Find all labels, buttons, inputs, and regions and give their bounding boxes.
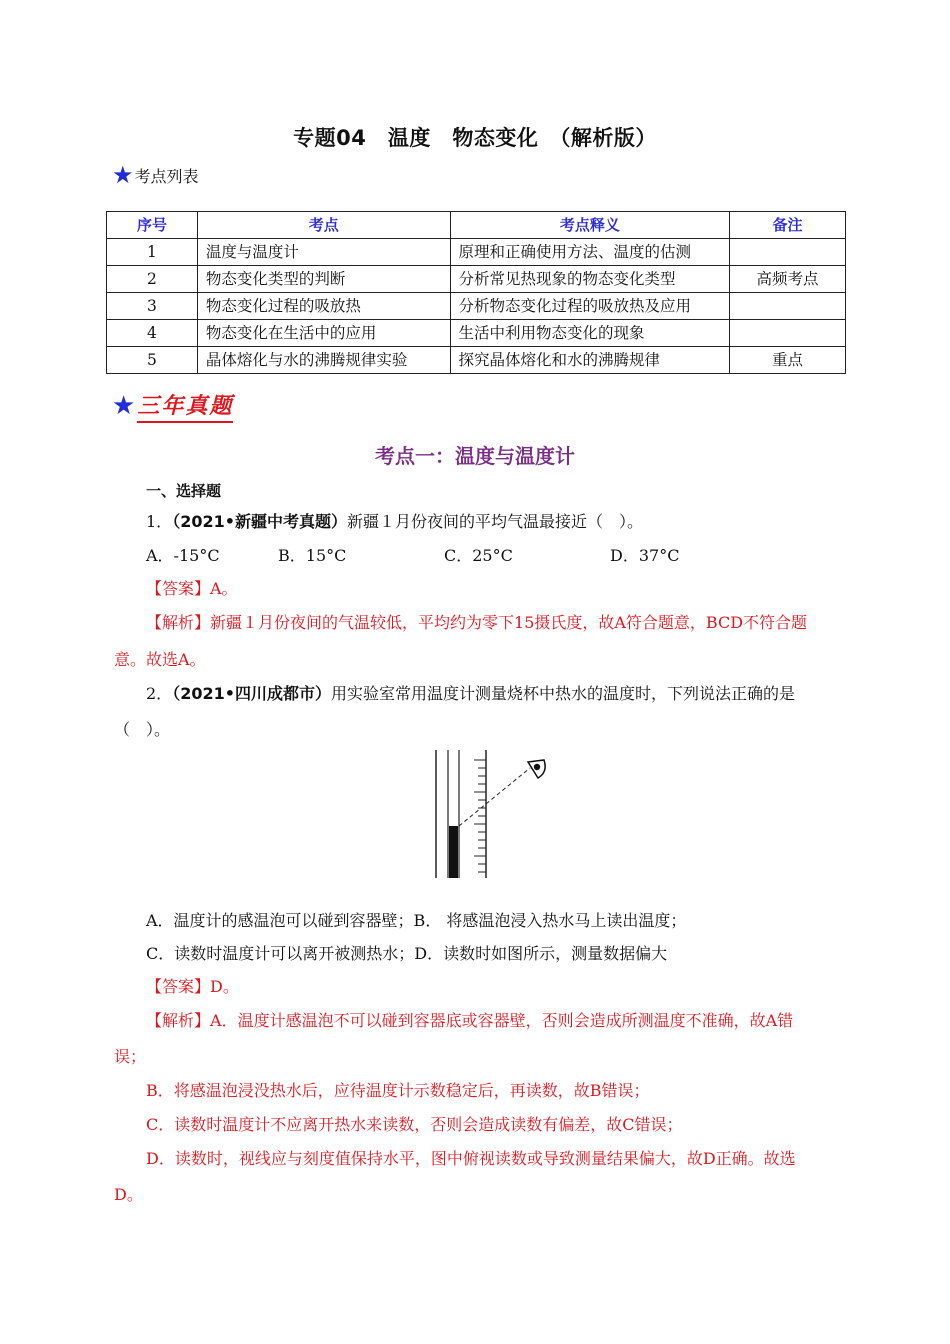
subsection-title: 一、选择题: [146, 482, 222, 500]
cell-desc: 原理和正确使用方法、温度的估测: [450, 239, 730, 266]
thermometer-liquid-column: [449, 826, 458, 878]
cell-name: 物态变化类型的判断: [197, 266, 450, 293]
thermometer-figure: [428, 748, 554, 880]
header-no: 序号: [107, 212, 198, 239]
cell-note: [730, 320, 846, 347]
three-year-heading: [112, 389, 233, 423]
q2-options-ab: A．温度计的感温泡可以碰到容器壁；B． 将感温泡浸入热水马上读出温度；: [146, 911, 687, 930]
q1-option-b: B．15°C: [278, 546, 347, 565]
table-row: [107, 293, 846, 320]
q1-analysis-line2: 意。故选A。: [114, 650, 206, 669]
cell-desc: 探究晶体熔化和水的沸腾规律: [450, 347, 730, 374]
page-title: 专题04 温度 物态变化 （解析版）: [293, 126, 657, 150]
q2-number: 2．: [146, 684, 173, 703]
cell-name: 温度与温度计: [197, 239, 450, 266]
q1-analysis-text1: 新疆１月份夜间的气温较低，平均约为零下15摄氏度，故A符合题意，BCD不符合题: [210, 613, 808, 632]
q2-analysis-d1: D．读数时，视线应与刻度值保持水平，图中俯视读数或导致测量结果偏大，故D正确。故选: [146, 1149, 796, 1168]
q1-text: 新疆１月份夜间的平均气温最接近（ ）。: [346, 512, 643, 531]
cell-note: [730, 293, 846, 320]
q2-stem: [146, 683, 795, 705]
q2-stem-line2: （ ）。: [114, 720, 171, 739]
three-year-text: 三年真题: [137, 389, 233, 423]
q1-stem: [146, 511, 643, 533]
cell-name: 物态变化在生活中的应用: [197, 320, 450, 347]
cell-note: [730, 239, 846, 266]
cell-no: 4: [107, 320, 198, 347]
q1-option-d: D．37°C: [610, 546, 680, 565]
table-row: [107, 266, 846, 293]
q1-option-a: A．-15°C: [146, 546, 220, 565]
cell-desc: 生活中利用物态变化的现象: [450, 320, 730, 347]
q2-text1: 用实验室常用温度计测量烧杯中热水的温度时，下列说法正确的是: [330, 684, 795, 703]
scale-ticks: [474, 760, 486, 872]
cell-name: 晶体熔化与水的沸腾规律实验: [197, 347, 450, 374]
q2-answer: 【答案】D。: [146, 977, 239, 996]
q1-source: （2021•新疆中考真题）: [172, 512, 347, 531]
star-icon: ★: [112, 161, 134, 189]
header-name: 考点: [197, 212, 450, 239]
table-row: [107, 239, 846, 266]
cell-desc: 分析物态变化过程的吸放热及应用: [450, 293, 730, 320]
q2-source: （2021•四川成都市）: [172, 684, 331, 703]
header-desc: 考点释义: [450, 212, 730, 239]
header-note: 备注: [730, 212, 846, 239]
cell-note: 高频考点: [730, 266, 846, 293]
q2-analysis-c: C．读数时温度计不应离开热水来读数，否则会造成读数有偏差，故C错误；: [146, 1115, 683, 1134]
kaodian-list-text: 考点列表: [134, 166, 199, 186]
table-row: [107, 320, 846, 347]
q2-analysis-d2: D。: [114, 1185, 143, 1204]
q1-number: 1．: [146, 512, 173, 531]
q1-option-c: C．25°C: [444, 546, 513, 565]
cell-no: 1: [107, 239, 198, 266]
kaodian-table: [106, 211, 846, 374]
cell-desc: 分析常见热现象的物态变化类型: [450, 266, 730, 293]
q2-analysis-a2: 误；: [114, 1047, 147, 1066]
kaodian-list-label: [112, 163, 199, 187]
section-title: 考点一：温度与温度计: [375, 444, 575, 468]
q2-analysis-a1: A．温度计感温泡不可以碰到容器底或容器壁，否则会造成所测温度不准确，故A错: [210, 1011, 794, 1030]
cell-no: 3: [107, 293, 198, 320]
cell-no: 5: [107, 347, 198, 374]
q1-analysis-line1: [146, 612, 807, 634]
eye-icon: [528, 760, 545, 778]
q2-analysis-b: B．将感温泡浸没热水后，应待温度计示数稳定后，再读数，故B错误；: [146, 1081, 650, 1100]
table-header-row: [107, 212, 846, 239]
q2-analysis-label: 【解析】: [146, 1011, 211, 1030]
q2-options-cd: C．读数时温度计可以离开被测热水；D．读数时如图所示，测量数据偏大: [146, 944, 668, 963]
star-icon: ★: [112, 391, 136, 421]
sight-line: [459, 768, 530, 826]
q2-analysis-line1: [146, 1010, 793, 1032]
q1-analysis-label: 【解析】: [146, 613, 211, 632]
cell-name: 物态变化过程的吸放热: [197, 293, 450, 320]
cell-note: 重点: [730, 347, 846, 374]
cell-no: 2: [107, 266, 198, 293]
table-row: [107, 347, 846, 374]
q1-options: [146, 545, 846, 567]
q1-answer: 【答案】A。: [146, 579, 238, 598]
